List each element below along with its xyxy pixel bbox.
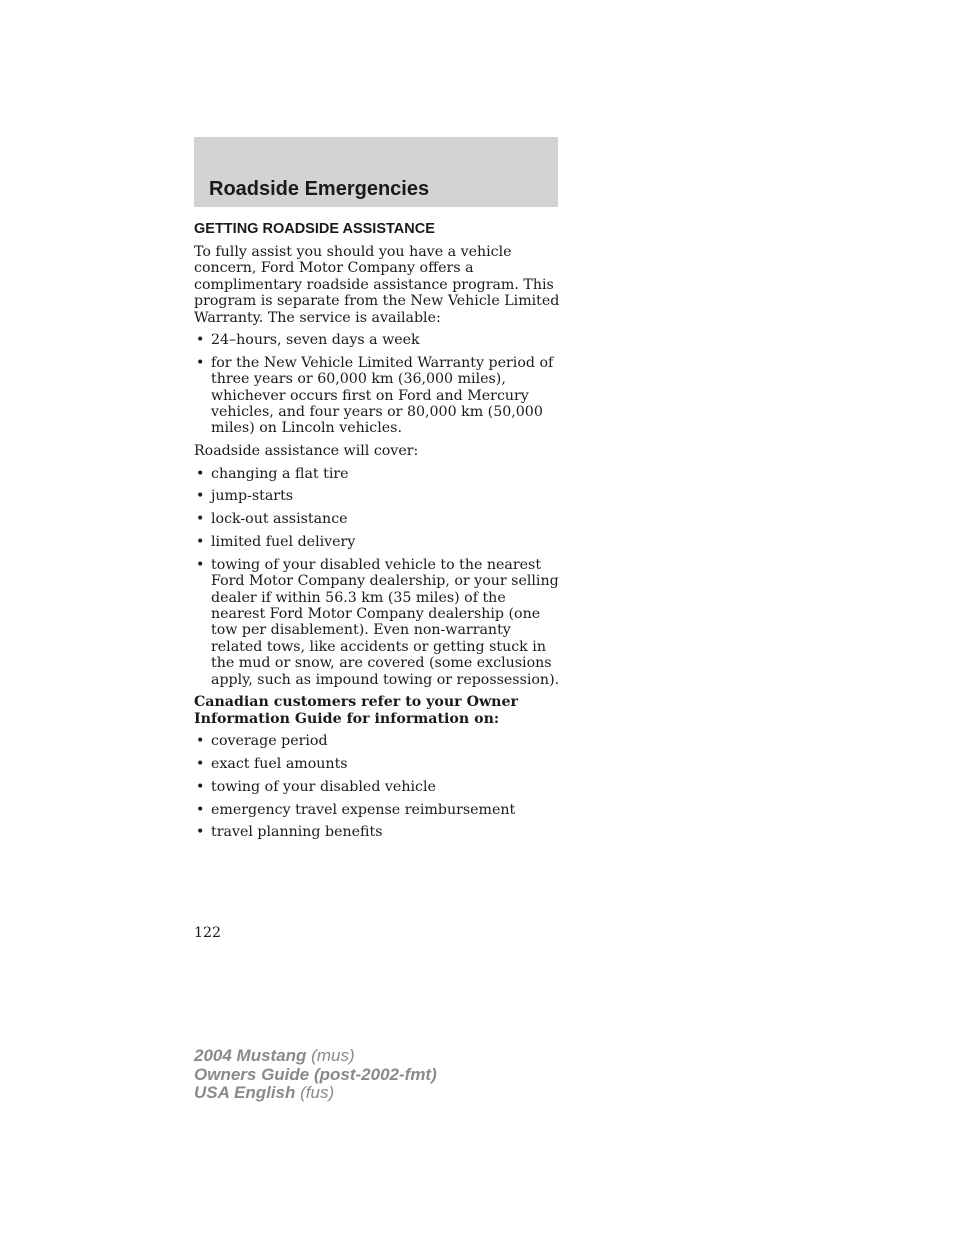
list-item: • limited fuel delivery — [196, 534, 356, 551]
list-item: • emergency travel expense reimbursement — [196, 801, 516, 818]
page-title: Roadside Emergencies — [209, 178, 430, 200]
section-heading: GETTING ROADSIDE ASSISTANCE — [194, 221, 435, 237]
list-item: • for the New Vehicle Limited Warranty period of three years or 60,000 km (36,000 miles), whichever occurs first on Ford and Mercury vehicles, and four years or 80,000 km (50,000 miles) on Lincoln vehicles. — [196, 354, 554, 437]
bullet-icon: • — [196, 778, 205, 795]
list-item: • towing of your disabled vehicle — [196, 778, 436, 795]
canadian-list — [194, 733, 564, 841]
coverage-intro: Roadside assistance will cover: — [194, 443, 419, 460]
bullet-icon: • — [196, 534, 205, 551]
bullet-icon: • — [196, 488, 205, 505]
bullet-icon: • — [196, 556, 205, 573]
list-item: • exact fuel amounts — [196, 756, 348, 773]
list-item: • 24–hours, seven days a week — [196, 332, 420, 349]
bullet-icon: • — [196, 332, 205, 349]
list-item: • coverage period — [196, 733, 328, 750]
list-item: • jump-starts — [196, 488, 294, 505]
list-item: • changing a flat tire — [196, 465, 349, 482]
availability-list — [194, 332, 564, 437]
coverage-list — [194, 466, 564, 688]
page-number: 122 — [194, 925, 222, 941]
canadian-note: Canadian customers refer to your Owner Information Guide for information on: — [194, 694, 518, 727]
bullet-icon: • — [196, 801, 205, 818]
bullet-icon: • — [196, 733, 205, 750]
section-header-band — [194, 137, 558, 207]
bullet-icon: • — [196, 511, 205, 528]
list-item: • travel planning benefits — [196, 824, 383, 841]
bullet-icon: • — [196, 354, 205, 371]
bullet-icon: • — [196, 756, 205, 773]
bullet-icon: • — [196, 824, 205, 841]
list-item: • lock-out assistance — [196, 511, 348, 528]
document-footer — [194, 1047, 437, 1103]
main-content — [194, 220, 564, 847]
intro-paragraph: To fully assist you should you have a vehicle concern, Ford Motor Company offers a complimentary roadside assistance program. This program is separate from the New Vehicle Limited Warranty. The service is available: — [194, 244, 560, 326]
footer-line-language: USA English (fus) — [194, 1083, 335, 1102]
footer-line-guide: Owners Guide (post-2002-fmt) — [194, 1064, 437, 1084]
footer-line-model: 2004 Mustang (mus) — [194, 1046, 355, 1065]
bullet-icon: • — [196, 465, 205, 482]
list-item: • towing of your disabled vehicle to the nearest Ford Motor Company dealership, or your selling dealer if within 56.3 km (35 miles) of the nearest Ford Motor Company dealership (one tow per disablement). Even non-warranty related tows, like accidents or getting stuck in the mud or snow, are covered (some exclusions apply, such as impound towing or repossession). — [196, 556, 560, 688]
